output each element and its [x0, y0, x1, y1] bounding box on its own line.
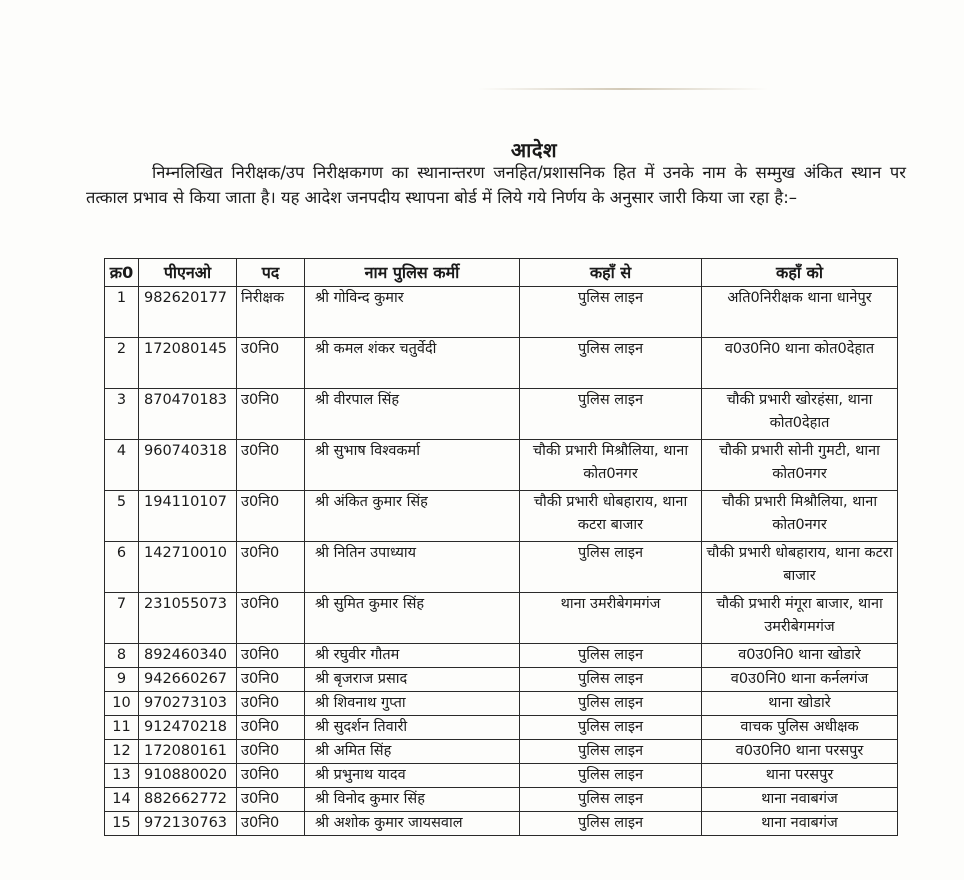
- to-cell: व0उ0नि0 थाना खोडारे: [702, 644, 898, 668]
- to-cell: चौकी प्रभारी सोनी गुमटी, थाना कोत0नगर: [702, 440, 898, 491]
- serial-cell: 3: [105, 389, 139, 440]
- serial-cell: 2: [105, 338, 139, 389]
- post-cell: उ0नि0: [237, 740, 305, 764]
- pno-cell: 231055073: [139, 593, 237, 644]
- name-cell: श्री प्रभुनाथ यादव: [305, 764, 520, 788]
- post-cell: उ0नि0: [237, 644, 305, 668]
- intro-paragraph: निम्नलिखित निरीक्षक/उप निरीक्षकगण का स्थानान्तरण जनहित/प्रशासनिक हित में उनके नाम के सम्मुख अंकित स्थान पर तत्काल प्रभाव से किया जाता है। यह आदेश जनपदीय स्थापना बोर्ड में लिये गये निर्णय के अनुसार जारी किया जा रहा है:–: [86, 163, 906, 207]
- to-cell: थाना नवाबगंज: [702, 812, 898, 836]
- post-cell: उ0नि0: [237, 542, 305, 593]
- from-cell: पुलिस लाइन: [520, 788, 702, 812]
- header-serial: क्र0: [105, 259, 139, 287]
- post-cell: निरीक्षक: [237, 287, 305, 338]
- name-cell: श्री सुभाष विश्वकर्मा: [305, 440, 520, 491]
- document-title-text: आदेश: [510, 138, 558, 162]
- pno-cell: 172080145: [139, 338, 237, 389]
- table-row: [105, 668, 898, 692]
- pno-cell: 882662772: [139, 788, 237, 812]
- to-cell: चौकी प्रभारी मिश्रौलिया, थाना कोत0नगर: [702, 491, 898, 542]
- serial-cell: 9: [105, 668, 139, 692]
- serial-cell: 12: [105, 740, 139, 764]
- post-cell: उ0नि0: [237, 716, 305, 740]
- post-cell: उ0नि0: [237, 593, 305, 644]
- name-cell: श्री शिवनाथ गुप्ता: [305, 692, 520, 716]
- table-row: [105, 812, 898, 836]
- name-cell: श्री सुदर्शन तिवारी: [305, 716, 520, 740]
- name-cell: श्री विनोद कुमार सिंह: [305, 788, 520, 812]
- from-cell: पुलिस लाइन: [520, 692, 702, 716]
- header-name: नाम पुलिस कर्मी: [305, 259, 520, 287]
- pno-cell: 972130763: [139, 812, 237, 836]
- post-cell: उ0नि0: [237, 440, 305, 491]
- header-post: पद: [237, 259, 305, 287]
- name-cell: श्री अंकित कुमार सिंह: [305, 491, 520, 542]
- to-cell: थाना खोडारे: [702, 692, 898, 716]
- serial-cell: 8: [105, 644, 139, 668]
- pno-cell: 910880020: [139, 764, 237, 788]
- table-row: [105, 338, 898, 389]
- pno-cell: 892460340: [139, 644, 237, 668]
- to-cell: चौकी प्रभारी मंगूरा बाजार, थाना उमरीबेगमगंज: [702, 593, 898, 644]
- pno-cell: 142710010: [139, 542, 237, 593]
- serial-cell: 5: [105, 491, 139, 542]
- table-row: [105, 788, 898, 812]
- document-title: [0, 136, 964, 163]
- name-cell: श्री रघुवीर गौतम: [305, 644, 520, 668]
- name-cell: श्री अमित सिंह: [305, 740, 520, 764]
- post-cell: उ0नि0: [237, 764, 305, 788]
- post-cell: उ0नि0: [237, 491, 305, 542]
- post-cell: उ0नि0: [237, 788, 305, 812]
- table-row: [105, 692, 898, 716]
- pno-cell: 982620177: [139, 287, 237, 338]
- from-cell: चौकी प्रभारी मिश्रौलिया, थाना कोत0नगर: [520, 440, 702, 491]
- to-cell: थाना नवाबगंज: [702, 788, 898, 812]
- name-cell: श्री वीरपाल सिंह: [305, 389, 520, 440]
- pno-cell: 194110107: [139, 491, 237, 542]
- from-cell: पुलिस लाइन: [520, 668, 702, 692]
- to-cell: अति0निरीक्षक थाना धानेपुर: [702, 287, 898, 338]
- table-row: [105, 764, 898, 788]
- from-cell: पुलिस लाइन: [520, 740, 702, 764]
- serial-cell: 7: [105, 593, 139, 644]
- header-to: कहाँ को: [702, 259, 898, 287]
- to-cell: व0उ0नि0 थाना परसपुर: [702, 740, 898, 764]
- name-cell: श्री कमल शंकर चतुर्वेदी: [305, 338, 520, 389]
- name-cell: श्री नितिन उपाध्याय: [305, 542, 520, 593]
- pno-cell: 172080161: [139, 740, 237, 764]
- to-cell: व0उ0नि0 थाना कोत0देहात: [702, 338, 898, 389]
- from-cell: थाना उमरीबेगमगंज: [520, 593, 702, 644]
- serial-cell: 14: [105, 788, 139, 812]
- to-cell: चौकी प्रभारी धोबहाराय, थाना कटरा बाजार: [702, 542, 898, 593]
- from-cell: चौकी प्रभारी धोबहाराय, थाना कटरा बाजार: [520, 491, 702, 542]
- table-row: [105, 287, 898, 338]
- serial-cell: 15: [105, 812, 139, 836]
- from-cell: पुलिस लाइन: [520, 644, 702, 668]
- to-cell: वाचक पुलिस अधीक्षक: [702, 716, 898, 740]
- pno-cell: 912470218: [139, 716, 237, 740]
- from-cell: पुलिस लाइन: [520, 542, 702, 593]
- transfer-table: [104, 258, 898, 836]
- table-row: [105, 740, 898, 764]
- table-row: [105, 593, 898, 644]
- table-row: [105, 716, 898, 740]
- serial-cell: 10: [105, 692, 139, 716]
- serial-cell: 4: [105, 440, 139, 491]
- from-cell: पुलिस लाइन: [520, 338, 702, 389]
- name-cell: श्री अशोक कुमार जायसवाल: [305, 812, 520, 836]
- header-pno: पीएनओ: [139, 259, 237, 287]
- table-row: [105, 491, 898, 542]
- post-cell: उ0नि0: [237, 692, 305, 716]
- serial-cell: 13: [105, 764, 139, 788]
- post-cell: उ0नि0: [237, 668, 305, 692]
- post-cell: उ0नि0: [237, 812, 305, 836]
- top-divider: [478, 88, 768, 90]
- post-cell: उ0नि0: [237, 338, 305, 389]
- table-row: [105, 644, 898, 668]
- pno-cell: 970273103: [139, 692, 237, 716]
- to-cell: व0उ0नि0 थाना कर्नलगंज: [702, 668, 898, 692]
- from-cell: पुलिस लाइन: [520, 764, 702, 788]
- name-cell: श्री गोविन्द कुमार: [305, 287, 520, 338]
- name-cell: श्री बृजराज प्रसाद: [305, 668, 520, 692]
- pno-cell: 870470183: [139, 389, 237, 440]
- to-cell: चौकी प्रभारी खोरहंसा, थाना कोत0देहात: [702, 389, 898, 440]
- serial-cell: 1: [105, 287, 139, 338]
- table-header-row: [105, 259, 898, 287]
- table-row: [105, 542, 898, 593]
- from-cell: पुलिस लाइन: [520, 716, 702, 740]
- serial-cell: 6: [105, 542, 139, 593]
- table-row: [105, 389, 898, 440]
- from-cell: पुलिस लाइन: [520, 287, 702, 338]
- post-cell: उ0नि0: [237, 389, 305, 440]
- name-cell: श्री सुमित कुमार सिंह: [305, 593, 520, 644]
- from-cell: पुलिस लाइन: [520, 812, 702, 836]
- table-row: [105, 440, 898, 491]
- pno-cell: 960740318: [139, 440, 237, 491]
- serial-cell: 11: [105, 716, 139, 740]
- to-cell: थाना परसपुर: [702, 764, 898, 788]
- from-cell: पुलिस लाइन: [520, 389, 702, 440]
- pno-cell: 942660267: [139, 668, 237, 692]
- header-from: कहाँ से: [520, 259, 702, 287]
